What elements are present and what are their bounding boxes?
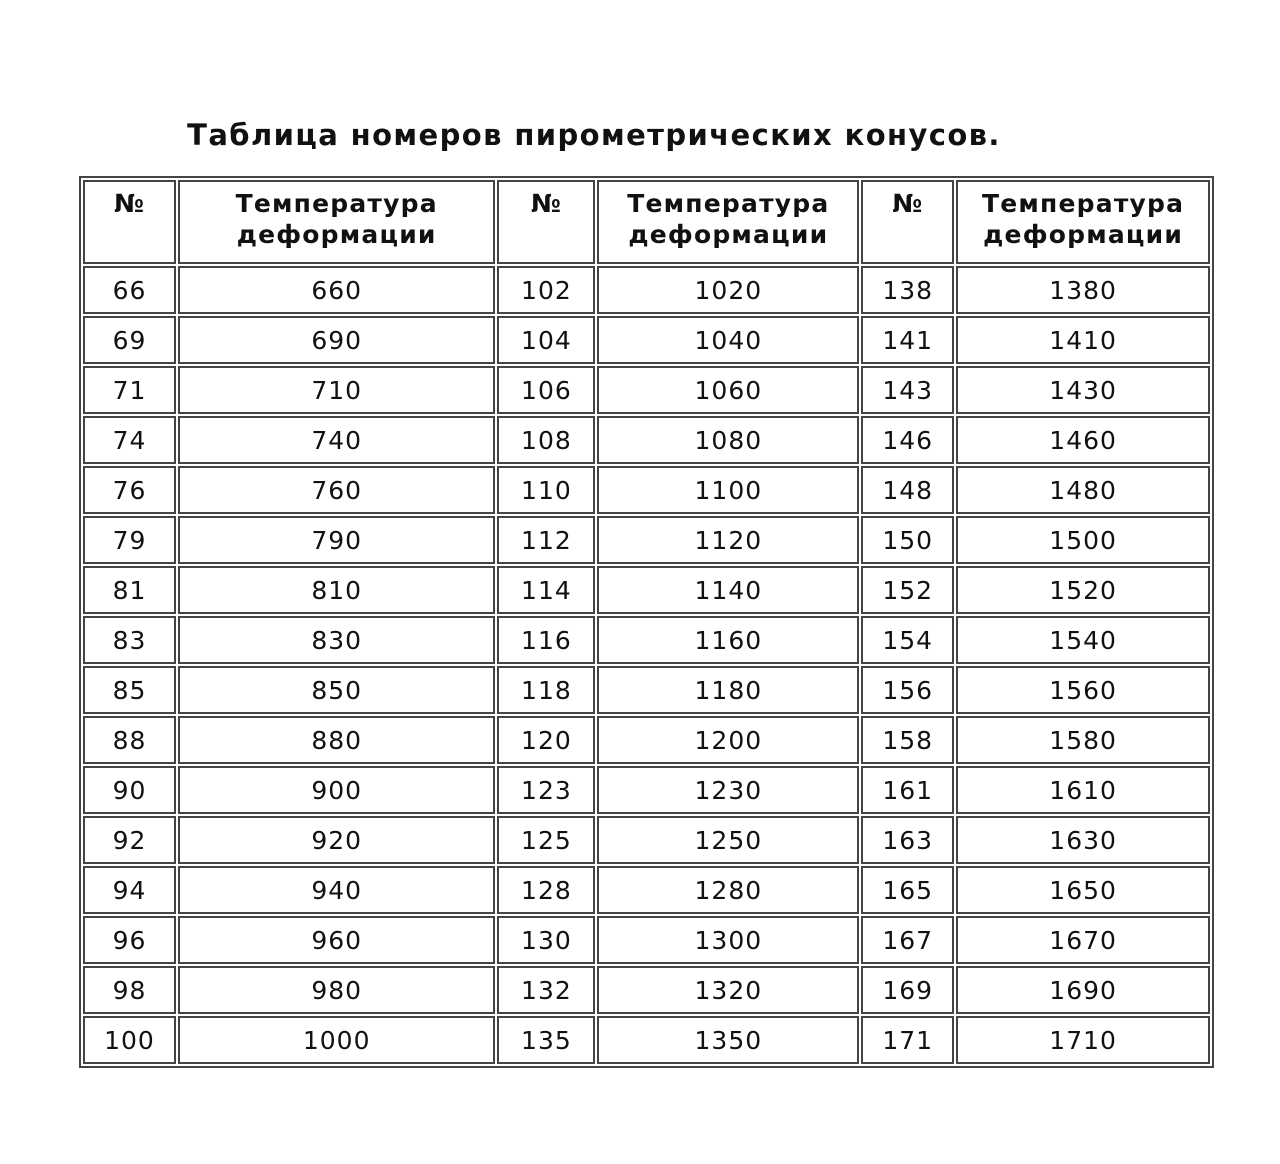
temperature-cell: 1060 (597, 366, 859, 414)
temperature-cell: 1520 (956, 566, 1210, 614)
table-body (83, 266, 1210, 1064)
cone-number-cell: 98 (83, 966, 176, 1014)
cone-number-cell: 83 (83, 616, 176, 664)
cone-number-cell: 85 (83, 666, 176, 714)
temperature-cell: 960 (178, 916, 495, 964)
table-row (83, 266, 1210, 314)
temperature-cell: 1560 (956, 666, 1210, 714)
cone-number-cell: 118 (497, 666, 595, 714)
temperature-cell: 710 (178, 366, 495, 414)
temperature-cell: 1230 (597, 766, 859, 814)
temperature-cell: 1580 (956, 716, 1210, 764)
column-header-number: № (497, 180, 595, 264)
cone-number-cell: 143 (861, 366, 954, 414)
table-row (83, 866, 1210, 914)
temperature-cell: 1380 (956, 266, 1210, 314)
cone-number-cell: 81 (83, 566, 176, 614)
cone-number-cell: 106 (497, 366, 595, 414)
cone-number-cell: 146 (861, 416, 954, 464)
temperature-cell: 1300 (597, 916, 859, 964)
temperature-cell: 920 (178, 816, 495, 864)
temperature-cell: 1610 (956, 766, 1210, 814)
table-row (83, 916, 1210, 964)
temperature-cell: 1480 (956, 466, 1210, 514)
cone-number-cell: 90 (83, 766, 176, 814)
cone-number-cell: 171 (861, 1016, 954, 1064)
temperature-cell: 880 (178, 716, 495, 764)
temperature-cell: 900 (178, 766, 495, 814)
table-row (83, 566, 1210, 614)
temperature-cell: 1670 (956, 916, 1210, 964)
column-header-temperature: Температура деформации (956, 180, 1210, 264)
table-row (83, 1016, 1210, 1064)
cone-number-cell: 141 (861, 316, 954, 364)
temperature-cell: 760 (178, 466, 495, 514)
cone-number-cell: 114 (497, 566, 595, 614)
temperature-cell: 1350 (597, 1016, 859, 1064)
cone-number-cell: 104 (497, 316, 595, 364)
cone-number-cell: 94 (83, 866, 176, 914)
temperature-cell: 1080 (597, 416, 859, 464)
cone-number-cell: 66 (83, 266, 176, 314)
cone-number-cell: 116 (497, 616, 595, 664)
page-title: Таблица номеров пирометрических конусов. (187, 118, 1001, 152)
temperature-cell: 1650 (956, 866, 1210, 914)
cone-number-cell: 135 (497, 1016, 595, 1064)
temperature-cell: 810 (178, 566, 495, 614)
temperature-cell: 690 (178, 316, 495, 364)
cone-number-cell: 108 (497, 416, 595, 464)
cone-number-cell: 74 (83, 416, 176, 464)
table-row (83, 816, 1210, 864)
cone-number-cell: 79 (83, 516, 176, 564)
table-row (83, 966, 1210, 1014)
table-row (83, 516, 1210, 564)
temperature-cell: 1460 (956, 416, 1210, 464)
cone-number-cell: 125 (497, 816, 595, 864)
temperature-cell: 1500 (956, 516, 1210, 564)
temperature-cell: 1410 (956, 316, 1210, 364)
cone-number-cell: 167 (861, 916, 954, 964)
temperature-cell: 850 (178, 666, 495, 714)
table-row (83, 316, 1210, 364)
temperature-cell: 1690 (956, 966, 1210, 1014)
cone-number-cell: 100 (83, 1016, 176, 1064)
temperature-cell: 1430 (956, 366, 1210, 414)
temperature-cell: 1100 (597, 466, 859, 514)
column-header-number: № (83, 180, 176, 264)
cone-number-cell: 161 (861, 766, 954, 814)
temperature-cell: 1200 (597, 716, 859, 764)
cone-number-cell: 96 (83, 916, 176, 964)
cone-number-cell: 112 (497, 516, 595, 564)
temperature-cell: 1160 (597, 616, 859, 664)
temperature-cell: 1630 (956, 816, 1210, 864)
cone-number-cell: 156 (861, 666, 954, 714)
cone-number-cell: 130 (497, 916, 595, 964)
cone-number-cell: 132 (497, 966, 595, 1014)
cone-number-cell: 150 (861, 516, 954, 564)
cone-numbers-table (79, 176, 1214, 1068)
cone-number-cell: 158 (861, 716, 954, 764)
cone-number-cell: 169 (861, 966, 954, 1014)
table-row (83, 416, 1210, 464)
temperature-cell: 1040 (597, 316, 859, 364)
cone-number-cell: 128 (497, 866, 595, 914)
cone-number-cell: 152 (861, 566, 954, 614)
temperature-cell: 830 (178, 616, 495, 664)
cone-number-cell: 163 (861, 816, 954, 864)
cone-number-cell: 71 (83, 366, 176, 414)
temperature-cell: 1280 (597, 866, 859, 914)
table-row (83, 766, 1210, 814)
temperature-cell: 790 (178, 516, 495, 564)
column-header-number: № (861, 180, 954, 264)
table-row (83, 366, 1210, 414)
table-row (83, 616, 1210, 664)
temperature-cell: 1320 (597, 966, 859, 1014)
temperature-cell: 660 (178, 266, 495, 314)
cone-number-cell: 138 (861, 266, 954, 314)
cone-number-cell: 123 (497, 766, 595, 814)
table-row (83, 666, 1210, 714)
cone-number-cell: 120 (497, 716, 595, 764)
temperature-cell: 1140 (597, 566, 859, 614)
cone-number-cell: 88 (83, 716, 176, 764)
temperature-cell: 740 (178, 416, 495, 464)
table-header-row (83, 180, 1210, 264)
temperature-cell: 1120 (597, 516, 859, 564)
temperature-cell: 980 (178, 966, 495, 1014)
cone-number-cell: 76 (83, 466, 176, 514)
column-header-temperature: Температура деформации (178, 180, 495, 264)
cone-number-cell: 92 (83, 816, 176, 864)
cone-number-cell: 165 (861, 866, 954, 914)
cone-number-cell: 102 (497, 266, 595, 314)
temperature-cell: 1180 (597, 666, 859, 714)
temperature-cell: 940 (178, 866, 495, 914)
table-row (83, 466, 1210, 514)
cone-number-cell: 154 (861, 616, 954, 664)
temperature-cell: 1710 (956, 1016, 1210, 1064)
temperature-cell: 1540 (956, 616, 1210, 664)
cone-number-cell: 110 (497, 466, 595, 514)
temperature-cell: 1020 (597, 266, 859, 314)
temperature-cell: 1250 (597, 816, 859, 864)
temperature-cell: 1000 (178, 1016, 495, 1064)
column-header-temperature: Температура деформации (597, 180, 859, 264)
cone-number-cell: 69 (83, 316, 176, 364)
table-row (83, 716, 1210, 764)
cone-number-cell: 148 (861, 466, 954, 514)
